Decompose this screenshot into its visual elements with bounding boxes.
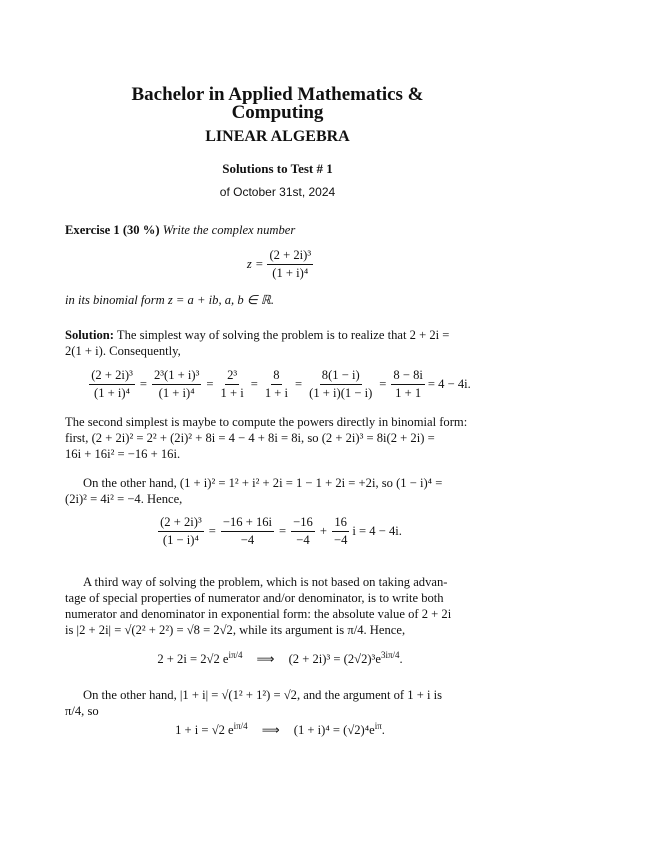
- para2-line-1: The second simplest is maybe to compute the powers directly in binomial form:: [65, 415, 468, 429]
- other-hand-paragraph-2: [65, 687, 495, 719]
- eq1-equals-2: =: [206, 377, 214, 391]
- z-lhs: z =: [246, 257, 264, 271]
- eq1-fraction-3: $\frac{\text{2³}}{1 + i}$: [220, 368, 244, 400]
- para2-line-2: first, (2 + 2i)² = 2² + (2i)² + 8i = 4 − 4 + 8i = 8i, so (2 + 2i)³ = 8i(2 + 2i) =: [65, 431, 435, 445]
- para5-line-2: π/4, so: [65, 704, 99, 718]
- exercise-prompt: Write the complex number: [162, 223, 296, 237]
- para2-line-3: 16i + 16i² = −16 + 16i.: [65, 447, 181, 461]
- solution-intro-line-2: 2(1 + i). Consequently,: [65, 344, 181, 358]
- document-title: [60, 86, 495, 122]
- eq3-implies-arrow: ⟹: [256, 651, 275, 666]
- z-fraction: [267, 248, 313, 281]
- title-line-1: Bachelor in Applied Mathematics &: [131, 84, 424, 105]
- solution-intro: [65, 327, 495, 359]
- course-title: LINEAR ALGEBRA: [205, 128, 350, 145]
- doc-title: Solutions to Test # 1: [222, 161, 333, 176]
- equation-3: [65, 650, 495, 667]
- eq1-equals-1: =: [139, 377, 147, 391]
- doc-date: of October 31st, 2024: [219, 185, 336, 199]
- eq1-fraction-5: $\frac{8(1 - i)}{(1 + i)(1 - i)}$: [309, 368, 373, 400]
- binomial-form-text: in its binomial form z = a + ib, a, b ∈ ℝ.: [65, 293, 275, 307]
- eq1-fraction-4: $\frac{8}{1 + i}$: [264, 368, 289, 400]
- para3-line-1: On the other hand, (1 + i)² = 1² + i² + 2i = 1 − 1 + 2i = +2i, so (1 − i)⁴ =: [83, 476, 443, 490]
- eq2-plus: +: [319, 524, 327, 538]
- eq1-equals-3: =: [250, 377, 258, 391]
- z-numerator: (2 + 2i)³: [267, 248, 313, 265]
- z-definition: [65, 248, 495, 281]
- other-hand-paragraph-1: [65, 475, 495, 507]
- para5-line-1: On the other hand, |1 + i| = √(1² + 1²) = √2, and the argument of 1 + i is: [83, 688, 442, 702]
- exercise-statement: [65, 222, 495, 238]
- eq4-left: 1 + i = √2 $e^{i\pi/4}$: [175, 721, 248, 738]
- exercise-label: Exercise 1 (30 %): [65, 223, 160, 237]
- eq2-equals-1: =: [208, 524, 216, 538]
- third-method-paragraph: [65, 574, 495, 638]
- eq3-right: $(2 + 2i)^3 = (2√2)^3e^{3i\pi/4}$.: [288, 650, 403, 667]
- eq1-equals-4: =: [295, 377, 303, 391]
- eq2-fraction-4: $\frac{16}{-4}$: [333, 515, 348, 547]
- solution-intro-line-1: Solution: The simplest way of solving the problem is to realize that 2 + 2i =: [65, 328, 450, 342]
- eq1-fraction-2: $\frac{\text{2³(1 + i)³}}{\text{(1 + i)⁴}}$: [153, 368, 200, 400]
- para3-line-2: (2i)² = 4i² = −4. Hence,: [65, 492, 183, 506]
- eq3-left: 2 + 2i = 2√2 $e^{i\pi/4}$: [157, 650, 243, 667]
- para4-line-4: is |2 + 2i| = √(2² + 2²) = √8 = 2√2, while its argument is π/4. Hence,: [65, 623, 406, 637]
- equation-2: [65, 515, 495, 548]
- equation-1: [65, 368, 495, 401]
- eq2-result: i = 4 − 4i.: [352, 524, 402, 538]
- eq1-fraction-6: $\frac{8 - 8i}{1 + 1}$: [393, 368, 423, 400]
- para4-line-2: tage of special properties of numerator and/or denominator, is to write both: [65, 591, 444, 605]
- eq4-implies-arrow: ⟹: [261, 722, 280, 737]
- eq2-fraction-1: $\frac{\text{(2 + 2i)³}}{\text{(1 − i)⁴}}$: [160, 515, 202, 547]
- equation-4: [65, 721, 495, 738]
- para4-line-1: A third way of solving the problem, which is not based on taking advan-: [83, 575, 448, 589]
- eq1-fraction-1: $\frac{\text{(2 + 2i)³}}{\text{(1 + i)⁴}}$: [91, 368, 133, 400]
- second-method-paragraph: [65, 414, 495, 462]
- eq1-result: = 4 − 4i.: [427, 377, 471, 391]
- eq2-fraction-3: $\frac{-16}{-4}$: [293, 515, 313, 547]
- eq2-equals-2: =: [279, 524, 287, 538]
- eq1-equals-5: =: [379, 377, 387, 391]
- z-denominator: (1 + i)⁴: [272, 266, 309, 280]
- solution-label: Solution:: [65, 328, 114, 342]
- title-line-2: Computing: [231, 102, 324, 123]
- eq4-right: $(1 + i)^4 = (√2)^4e^{i\pi}$.: [293, 721, 385, 738]
- para4-line-3: numerator and denominator in exponential form: the absolute value of 2 + 2i: [65, 607, 452, 621]
- eq2-fraction-2: $\frac{-16 + 16i}{-4}$: [222, 515, 273, 547]
